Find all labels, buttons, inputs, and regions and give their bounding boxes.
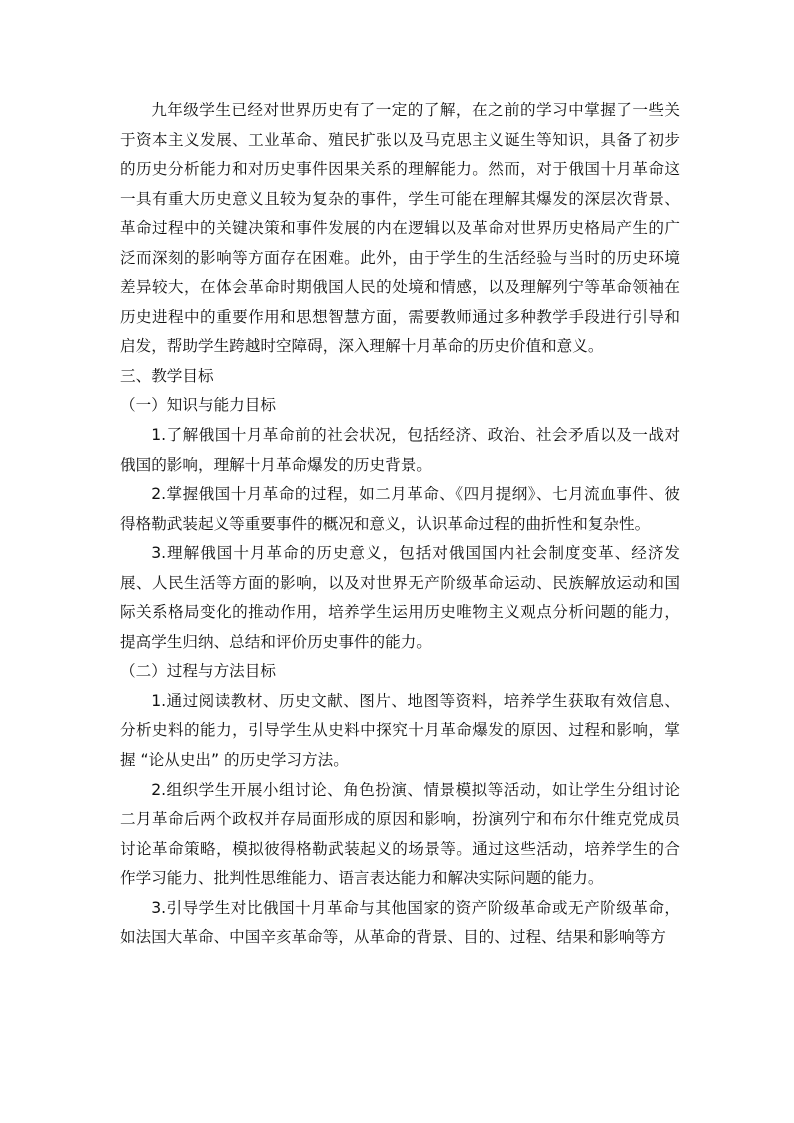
paragraph-method-2: 2.组织学生开展小组讨论、角色扮演、情景模拟等活动，如让学生分组讨论二月革命后两个政权并存局面形成的原因和影响，扮演列宁和布尔什维克党成员讨论革命策略，模拟彼得格勒武装起义的场景等。通过这些活动，培养学生的合作学习能力、批判性思维能力、语言表达能力和解决实际问题的能力。 bbox=[120, 780, 680, 888]
section-heading-teaching-goals: 三、教学目标 bbox=[120, 366, 214, 385]
paragraph-student-analysis: 九年级学生已经对世界历史有了一定的了解，在之前的学习中掌握了一些关于资本主义发展、工业革命、殖民扩张以及马克思主义诞生等知识，具备了初步的历史分析能力和对历史事件因果关系的理解能力。然而，对于俄国十月革命这一具有重大历史意义且较为复杂的事件，学生可能在理解其爆发的深层次背景、革命过程中的关键决策和事件发展的内在逻辑以及革命对世界历史格局产生的广泛而深刻的影响等方面存在困难。此外，由于学生的生活经验与当时的历史环境差异较大，在体会革命时期俄国人民的处境和情感，以及理解列宁等革命领袖在历史进程中的重要作用和思想智慧方面，需要教师通过多种教学手段进行引导和启发，帮助学生跨越时空障碍，深入理解十月革命的历史价值和意义。 bbox=[120, 101, 680, 356]
paragraph-goal-3: 3.理解俄国十月革命的历史意义，包括对俄国国内社会制度变革、经济发展、人民生活等方面的影响，以及对世界无产阶级革命运动、民族解放运动和国际关系格局变化的推动作用，培养学生运用历史唯物主义观点分析问题的能力，提高学生归纳、总结和评价历史事件的能力。 bbox=[120, 544, 680, 651]
paragraph-method-1: 1.通过阅读教材、历史文献、图片、地图等资料，培养学生获取有效信息、分析史料的能力，引导学生从史料中探究十月革命爆发的原因、过程和影响，掌握 “论从史出” 的历史学习方法。 bbox=[120, 691, 680, 770]
document-body bbox=[120, 96, 680, 953]
paragraph-goal-1: 1.了解俄国十月革命前的社会状况，包括经济、政治、社会矛盾以及一战对俄国的影响，理解十月革命爆发的历史背景。 bbox=[120, 426, 680, 474]
paragraph-method-3: 3.引导学生对比俄国十月革命与其他国家的资产阶级革命或无产阶级革命，如法国大革命、中国辛亥革命等，从革命的背景、目的、过程、结果和影响等方 bbox=[120, 898, 680, 947]
subheading-process-method: （二）过程与方法目标 bbox=[120, 662, 276, 681]
paragraph-goal-2: 2.掌握俄国十月革命的过程，如二月革命、《四月提纲》、七月流血事件、彼得格勒武装起义等重要事件的概况和意义，认识革命过程的曲折性和复杂性。 bbox=[120, 485, 680, 533]
subheading-knowledge-ability: （一）知识与能力目标 bbox=[120, 396, 276, 415]
